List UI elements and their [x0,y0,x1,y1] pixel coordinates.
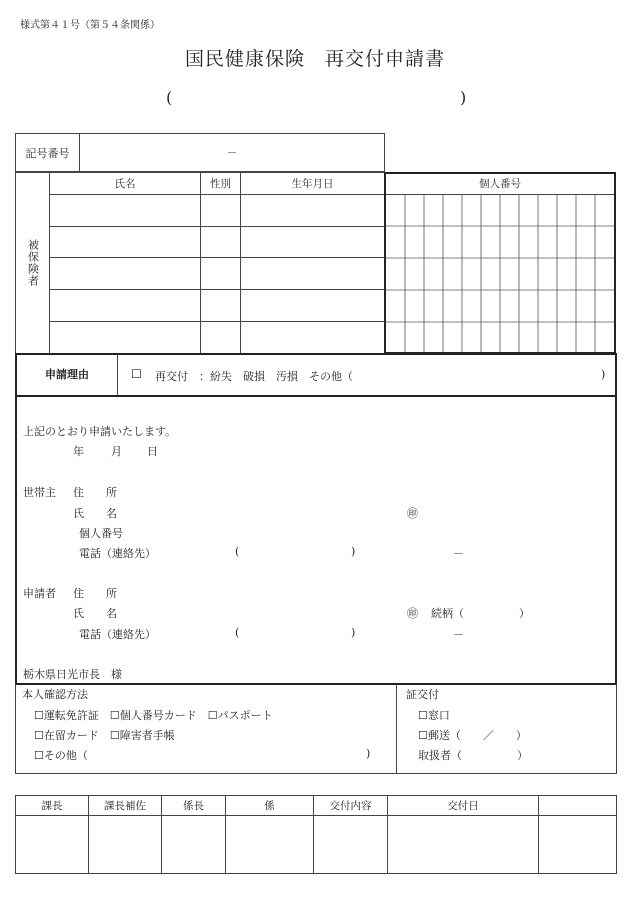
reason-close: ) [601,368,606,381]
my-number-box [384,172,616,354]
office-header-staff: 係 [226,796,314,816]
insured-table [15,172,385,354]
office-cell[interactable] [162,816,226,874]
office-cell[interactable] [89,816,162,874]
applicant-phone-label: 電話（連絡先） [79,628,156,641]
kigou-field[interactable] [80,134,385,172]
id-check-row3[interactable]: ☐その他（ [34,749,88,762]
applicant-name-label: 氏 名 [73,607,117,620]
my-number-header: 個人番号 [386,174,614,195]
table-row [16,290,385,322]
office-header-section-chief: 係長 [162,796,226,816]
office-cell[interactable] [314,816,388,874]
applicant-phone-paren-close: ) [351,626,356,639]
name-cell[interactable] [50,195,201,227]
delivery-window[interactable]: ☐窓口 [418,709,450,722]
birth-cell[interactable] [241,290,385,322]
householder-phone-paren-open: ( [235,545,240,558]
reason-text: 再交付 ：紛失 破損 汚損 その他（ [155,370,353,383]
office-cell[interactable] [226,816,314,874]
office-header-date: 交付日 [388,796,539,816]
householder-seal: ㊞ [407,507,418,520]
col-birth: 生年月日 [241,173,385,195]
householder-my-number-label: 個人番号 [79,527,123,540]
applicant-box [15,395,617,685]
applicant-phone-paren-open: ( [235,626,240,639]
householder-phone-dash: － [453,547,464,560]
insured-label-cell [16,173,50,354]
form-number: 様式第４１号（第５４条関係） [20,20,160,31]
addressee: 栃木県日光市長 様 [23,668,122,681]
delivery-title: 証交付 [406,688,439,701]
sex-cell[interactable] [201,290,241,322]
applicant-seal: ㊞ [407,607,418,620]
birth-cell[interactable] [241,258,385,290]
delivery-handler: 取扱者（ ） [418,749,528,762]
id-check-row3-close: ) [366,747,371,760]
office-cell[interactable] [388,816,539,874]
birth-cell[interactable] [241,195,385,227]
office-header-chief: 課長 [16,796,89,816]
householder-label: 世帯主 [23,486,56,499]
table-row [16,321,385,353]
id-check-title: 本人確認方法 [22,688,88,701]
birth-cell[interactable] [241,226,385,258]
table-row [16,195,385,227]
sex-cell[interactable] [201,258,241,290]
applicant-address-label: 住 所 [73,587,117,600]
kigou-table [15,133,385,172]
office-header-blank [539,796,617,816]
sex-cell[interactable] [201,195,241,227]
delivery-mail[interactable]: ☐郵送（ ／ ） [418,729,527,742]
householder-name-label: 氏 名 [73,507,117,520]
sex-cell[interactable] [201,226,241,258]
applicant-phone-dash: － [453,628,464,641]
applicant-label: 申請者 [23,587,56,600]
reason-label: 申請理由 [17,355,118,395]
paren-open: ( [166,88,173,107]
table-row [16,258,385,290]
date-year: 年 [73,445,84,458]
id-check-divider [396,684,397,773]
kigou-label: 記号番号 [16,134,80,172]
id-check-row1[interactable]: ☐運転免許証 ☐個人番号カード ☐パスポート [34,709,273,722]
name-cell[interactable] [50,226,201,258]
sex-cell[interactable] [201,321,241,353]
office-cell[interactable] [16,816,89,874]
col-sex: 性別 [201,173,241,195]
householder-address-label: 住 所 [73,486,117,499]
declaration: 上記のとおり申請いたします。 [23,425,177,438]
col-name: 氏名 [50,173,201,195]
my-number-grid[interactable] [386,194,614,352]
date-day: 日 [147,445,158,458]
name-cell[interactable] [50,258,201,290]
id-check-row2[interactable]: ☐在留カード ☐障害者手帳 [34,729,175,742]
kigou-dash: － [226,147,238,159]
office-header-deputy: 課長補佐 [89,796,162,816]
paren-close: ) [460,88,467,107]
date-month: 月 [111,445,122,458]
office-header-content: 交付内容 [314,796,388,816]
reason-box [15,353,617,397]
id-check-box [15,684,617,774]
reason-checkbox[interactable]: ☐ [131,367,142,381]
birth-cell[interactable] [241,321,385,353]
page-title: 国民健康保険 再交付申請書 [184,48,445,70]
office-table [15,795,617,874]
name-cell[interactable] [50,290,201,322]
table-row [16,816,617,874]
name-cell[interactable] [50,321,201,353]
table-row [16,226,385,258]
office-cell[interactable] [539,816,617,874]
householder-phone-label: 電話（連絡先） [79,547,156,560]
insured-label: 被保険者 [26,239,40,287]
householder-phone-paren-close: ) [351,545,356,558]
applicant-relation: 続柄（ ） [431,607,530,620]
